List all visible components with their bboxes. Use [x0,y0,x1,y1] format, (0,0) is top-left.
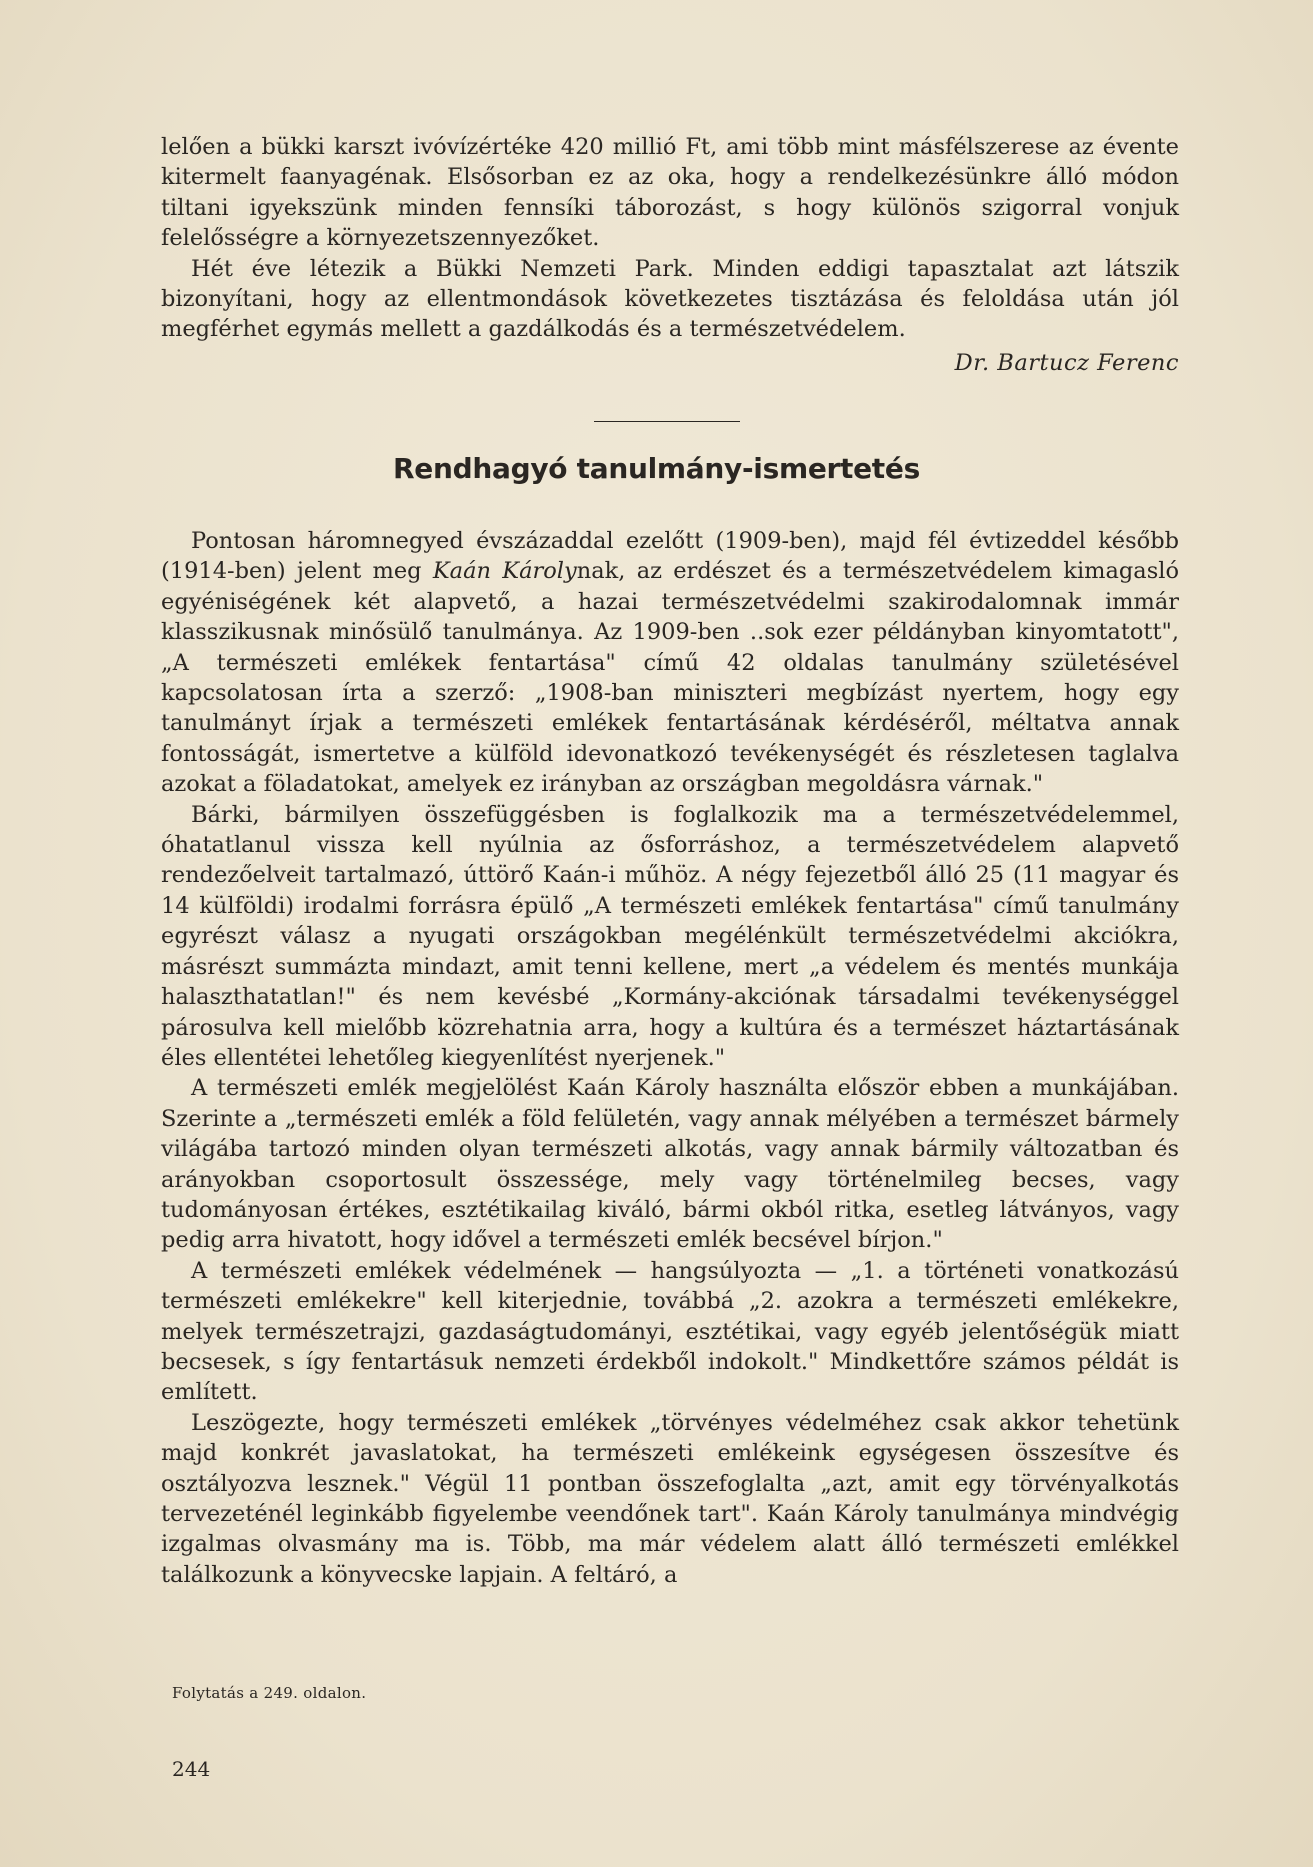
paragraph: A természeti emlékek védelmének — hangsúlyozta — „1. a történeti vonatkozású természeti emlékekre" kell kiterjednie, továbbá „2. azokra a természeti emlékekre, melyek természetrajzi, gazdaságtudományi, esztétikai, vagy egyéb jelentőségük miatt becsesek, s így fentartásuk nemzeti érdekből indokolt." Mindkettőre számos példát is említett. [161,1257,1179,1406]
text-run: nak, az erdészet és a természetvédelem kimagasló egyéniségének két alapvető, a hazai természetvédelmi szakirodalomnak immár klasszikusnak minősülő tanulmánya. Az 1909-ben ..sok ezer példányban kinyomtatott", „A természeti emlékek fentartása" című 42 oldalas tanulmány születésével kapcsolatosan írta a szerző: „1908-ban miniszteri megbízást nyertem, hogy egy tanulmányt írjak a természeti emlékek fentartásának kérdéséről, méltatva annak fontosságát, ismertetve a külföld idevonatkozó tevékenységét és részletesen taglalva azokat a föladatokat, amelyek ez irányban az országban megoldásra várnak." [161,558,1179,798]
previous-article-ending [161,132,1179,345]
paragraph: Leszögezte, hogy természeti emlékek „törvényes védelméhez csak akkor tehetünk majd konkrét javaslatokat, ha természeti emlékeink egységesen összesítve és osztályozva lesznek." Végül 11 pontban összefoglalta „azt, amit egy törvényalkotás tervezeténél leginkább figyelembe veendőnek tart". Kaán Károly tanulmánya mindvégig izgalmas olvasmány ma is. Több, ma már védelem alatt álló természeti emlékkel találkozunk a könyvecske lapjain. A feltáró, a [161,1409,1179,1588]
paragraph [161,526,1179,800]
continuation-note: Folytatás a 249. oldalon. [172,1684,367,1702]
article-title: Rendhagyó tanulmány-ismertetés [393,452,920,485]
paragraph: Bárki, bármilyen összefüggésben is foglalkozik ma a természetvédelemmel, óhatatlanul vissza kell nyúlnia az ősforráshoz, a természetvédelem alapvető rendezőelveit tartalmazó, úttörő Kaán-i műhöz. A négy fejezetből álló 25 (11 magyar és 14 külföldi) irodalmi forrásra épülő „A természeti emlékek fentartása" című tanulmány egyrészt válasz a nyugati országokban megélénkült természetvédelmi akciókra, másrészt summázta mindazt, amit tenni kellene, mert „a védelem és mentés munkája halaszthatatlan!" és nem kevésbé „Kormány-akciónak társadalmi tevékenységgel párosulva kell mielőbb közrehatnia arra, hogy a kultúra és a természet háztartásának éles ellentétei lehetőleg kiegyenlítést nyerjenek." [161,801,1179,1071]
text-run: Pontosan háromnegyed évszázaddal ezelőtt (1909-ben), majd fél évtizeddel később (1914-ben) jelent meg [161,528,1179,585]
paragraph: Hét éve létezik a Bükki Nemzeti Park. Minden eddigi tapasztalat azt látszik bizonyítani, hogy az ellentmondások következetes tisztázása és feloldása után jól megférhet egymás mellett a gazdálkodás és a természetvédelem. [161,255,1179,343]
italic-name: Kaán Károly [432,558,577,585]
page-number: 244 [172,1757,211,1781]
section-divider [594,421,740,422]
paragraph: A természeti emlék megjelölést Kaán Károly használta először ebben a munkájában. Szerinte a „természeti emlék a föld felületén, vagy annak mélyében a természet bármely világába tartozó minden olyan természeti alkotás, vagy annak bármily változatban és arányokban csoportosult összessége, mely vagy történelmileg becses, vagy tudományosan értékes, esztétikailag kiváló, bármi okból ritka, esetleg látványos, vagy pedig arra hivatott, hogy idővel a természeti emlék becsével bírjon." [161,1075,1179,1254]
article-body [161,526,1179,1590]
paragraph: lelően a bükki karszt ivóvízértéke 420 millió Ft, ami több mint másfélszerese az évente kitermelt faanyagénak. Elsősorban ez az oka, hogy a rendelkezésünkre álló módon tiltani igyekszünk minden fennsíki táborozást, s hogy különös szigorral vonjuk felelősségre a környezetszennyezőket. [161,134,1179,252]
author-signature: Dr. Bartucz Ferenc [954,350,1179,376]
